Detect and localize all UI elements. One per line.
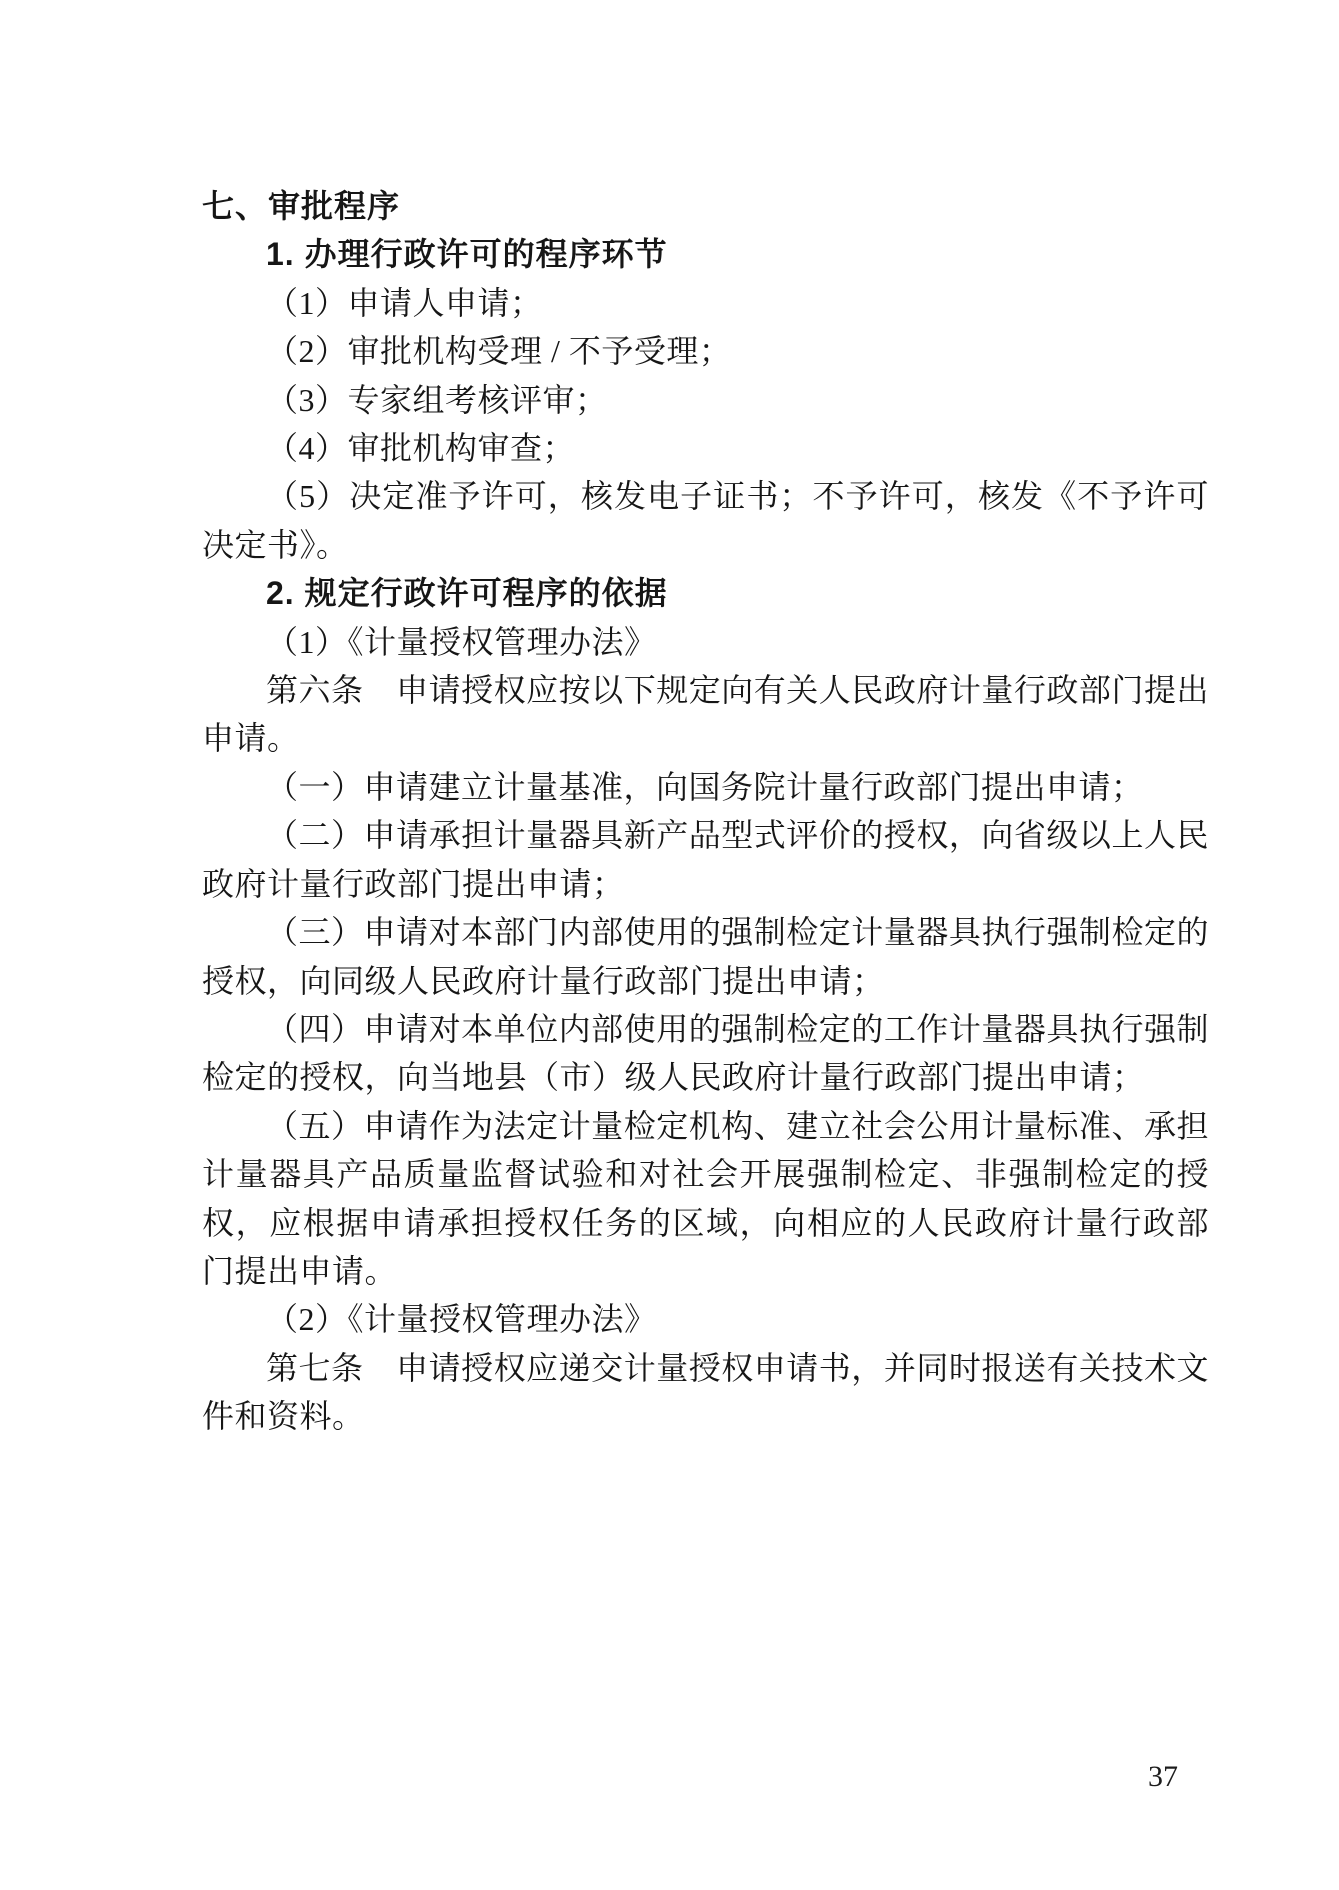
body-paragraph: （2）审批机构受理 / 不予受理； xyxy=(266,333,732,370)
body-paragraph: （二）申请承担计量器具新产品型式评价的授权，向省级以上人民政府计量行政部门提出申请； xyxy=(202,817,1209,902)
body-paragraph: （五）申请作为法定计量检定机构、建立社会公用计量标准、承担计量器具产品质量监督试验和对社会开展强制检定、非强制检定的授权，应根据申请承担授权任务的区域，向相应的人民政府计量行政部门提出申请。 xyxy=(202,1107,1209,1289)
body-paragraph: 第六条 申请授权应按以下规定向有关人民政府计量行政部门提出申请。 xyxy=(202,672,1209,757)
section-heading: 1. 办理行政许可的程序环节 xyxy=(266,236,668,273)
page-number: 37 xyxy=(1148,1760,1178,1793)
body-paragraph: （1）《计量授权管理办法》 xyxy=(266,623,657,660)
body-paragraph: （一）申请建立计量基准，向国务院计量行政部门提出申请； xyxy=(266,768,1144,805)
body-paragraph: （4）审批机构审查； xyxy=(266,430,576,467)
section-heading: 七、审批程序 xyxy=(202,188,401,224)
body-paragraph: 第七条 申请授权应递交计量授权申请书，并同时报送有关技术文件和资料。 xyxy=(202,1349,1209,1435)
body-paragraph: （三）申请对本部门内部使用的强制检定计量器具执行强制检定的授权，向同级人民政府计量行政部门提出申请； xyxy=(202,914,1209,999)
document-body xyxy=(202,182,1209,1441)
section-heading: 2. 规定行政许可程序的依据 xyxy=(266,575,668,612)
body-paragraph: （3）专家组考核评审； xyxy=(266,381,608,418)
body-paragraph: （1）申请人申请； xyxy=(266,284,543,321)
body-paragraph: （四）申请对本单位内部使用的强制检定的工作计量器具执行强制检定的授权，向当地县（市）级人民政府计量行政部门提出申请； xyxy=(202,1010,1209,1096)
body-paragraph: （2）《计量授权管理办法》 xyxy=(266,1301,657,1338)
body-paragraph: （5）决定准予许可，核发电子证书；不予许可，核发《不予许可决定书》。 xyxy=(202,478,1209,563)
